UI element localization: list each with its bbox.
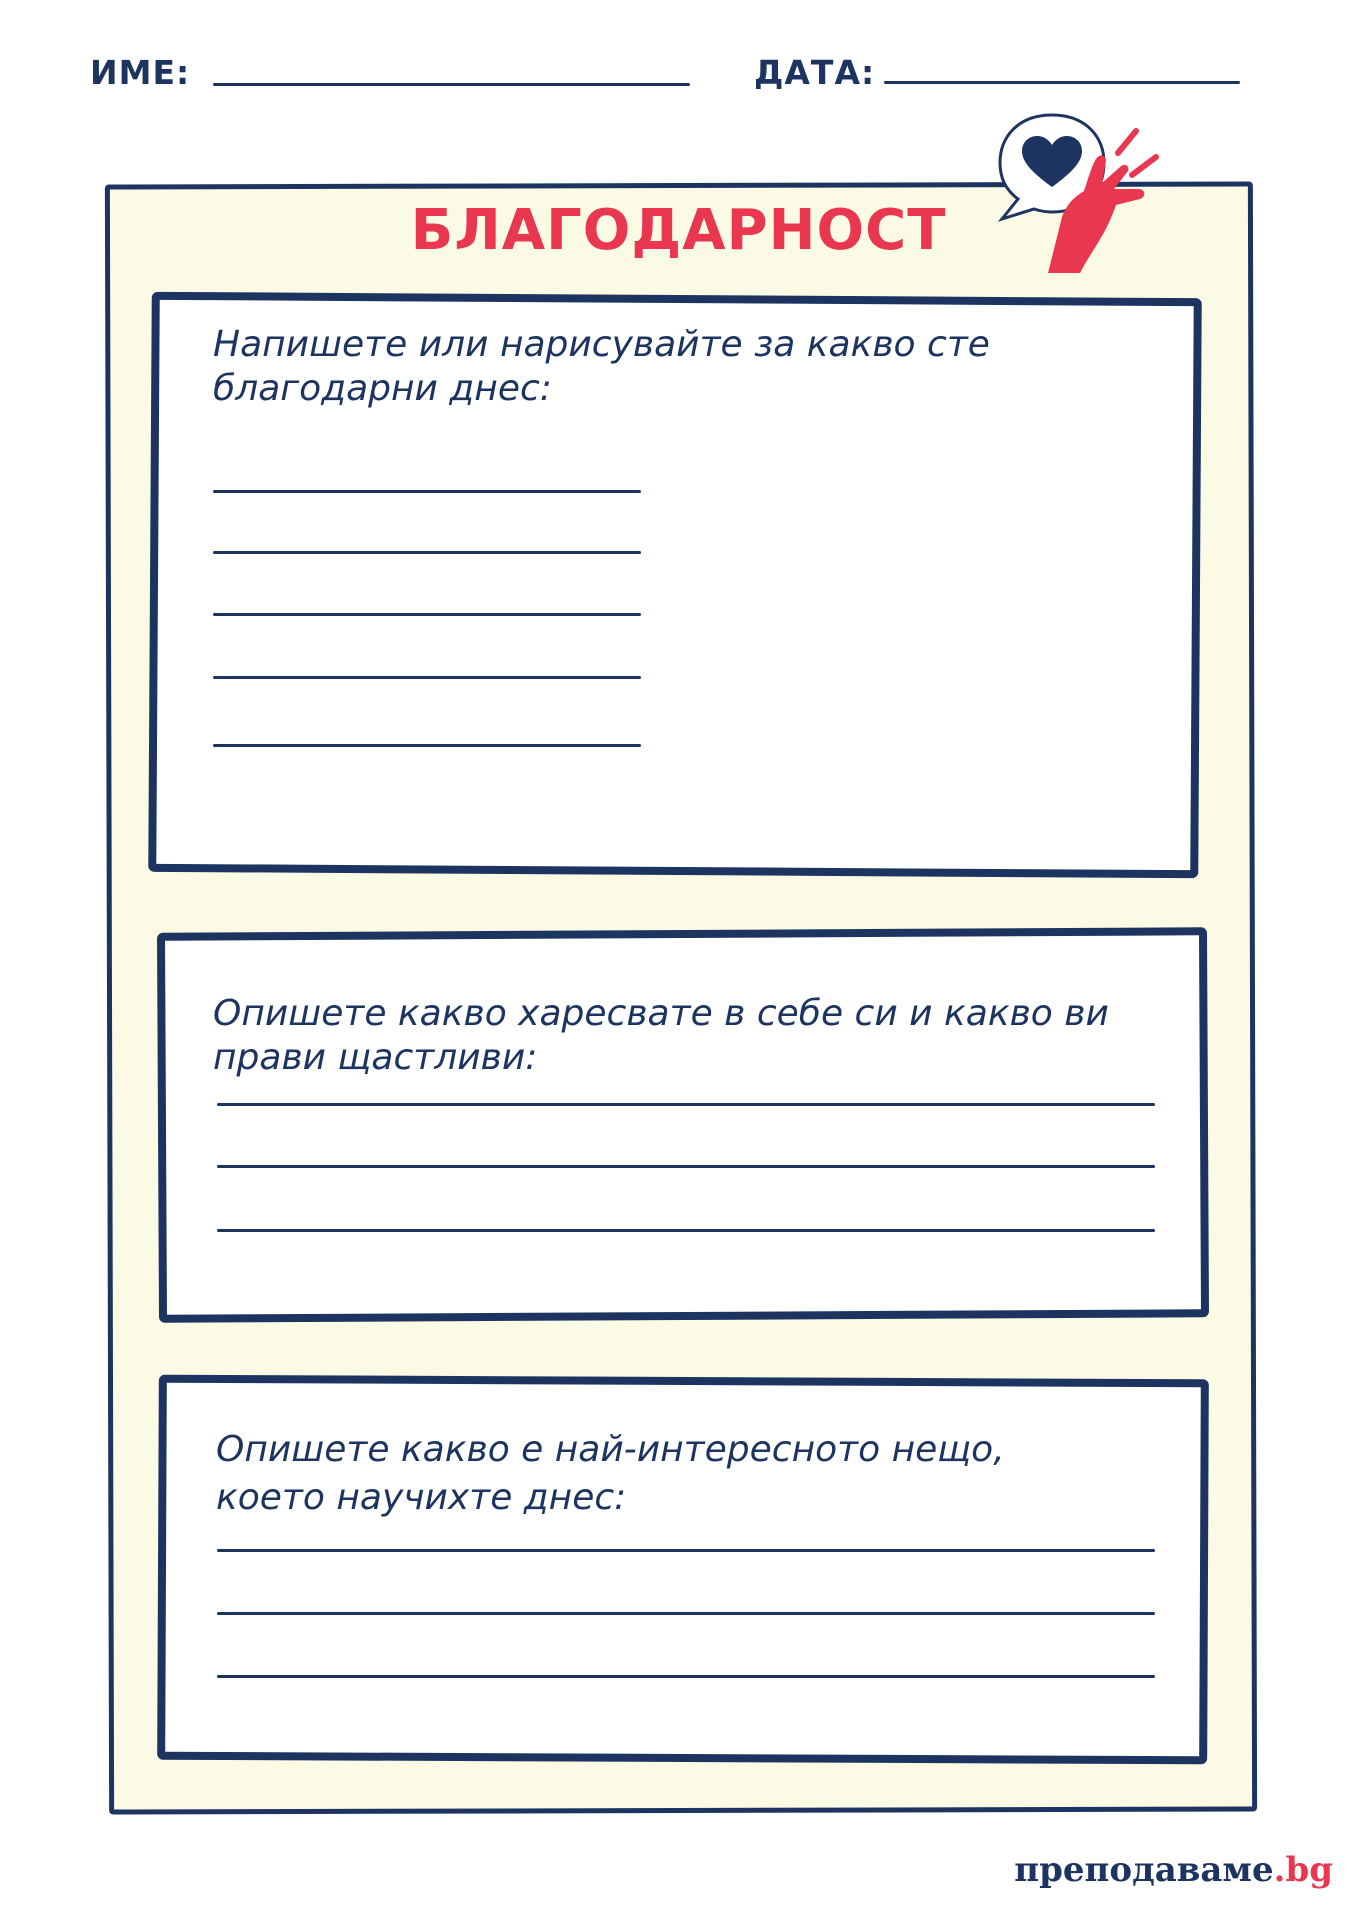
learning-answer-line-1[interactable] <box>217 1549 1155 1552</box>
gratitude-answer-line-1[interactable] <box>213 490 641 493</box>
logo-main-text: преподаваме <box>1014 1850 1274 1890</box>
gratitude-answer-line-3[interactable] <box>213 613 641 616</box>
learning-prompt-line-1: Опишете какво е най-интересното нещо, <box>216 1429 1005 1470</box>
name-field[interactable] <box>213 83 690 86</box>
gratitude-answer-line-5[interactable] <box>213 744 641 747</box>
self-appreciation-panel <box>157 927 1209 1322</box>
self-appreciation-answer-line-2[interactable] <box>217 1165 1155 1168</box>
gratitude-answer-line-2[interactable] <box>213 551 641 554</box>
self-appreciation-answer-line-1[interactable] <box>217 1103 1155 1106</box>
site-logo <box>1014 1850 1333 1890</box>
self-appreciation-prompt-line-2: прави щастливи: <box>213 1037 538 1078</box>
name-label: ИМЕ: <box>90 53 191 92</box>
hand-holding-heart-bubble-icon <box>990 105 1170 280</box>
page-title: БЛАГОДАРНОСТ <box>410 198 947 263</box>
learning-answer-line-2[interactable] <box>217 1612 1155 1615</box>
learning-answer-line-3[interactable] <box>217 1675 1155 1678</box>
date-label: ДАТА: <box>754 53 876 92</box>
logo-tld-text: .bg <box>1273 1850 1333 1890</box>
gratitude-prompt-line-2: благодарни днес: <box>213 368 552 409</box>
self-appreciation-prompt-line-1: Опишете какво харесвате в себе си и какво ви <box>213 993 1109 1034</box>
date-field[interactable] <box>884 81 1240 84</box>
gratitude-prompt-line-1: Напишете или нарисувайте за какво сте <box>213 324 990 365</box>
gratitude-answer-line-4[interactable] <box>213 676 641 679</box>
learning-prompt-line-2: което научихте днес: <box>216 1477 627 1518</box>
self-appreciation-answer-line-3[interactable] <box>217 1229 1155 1232</box>
